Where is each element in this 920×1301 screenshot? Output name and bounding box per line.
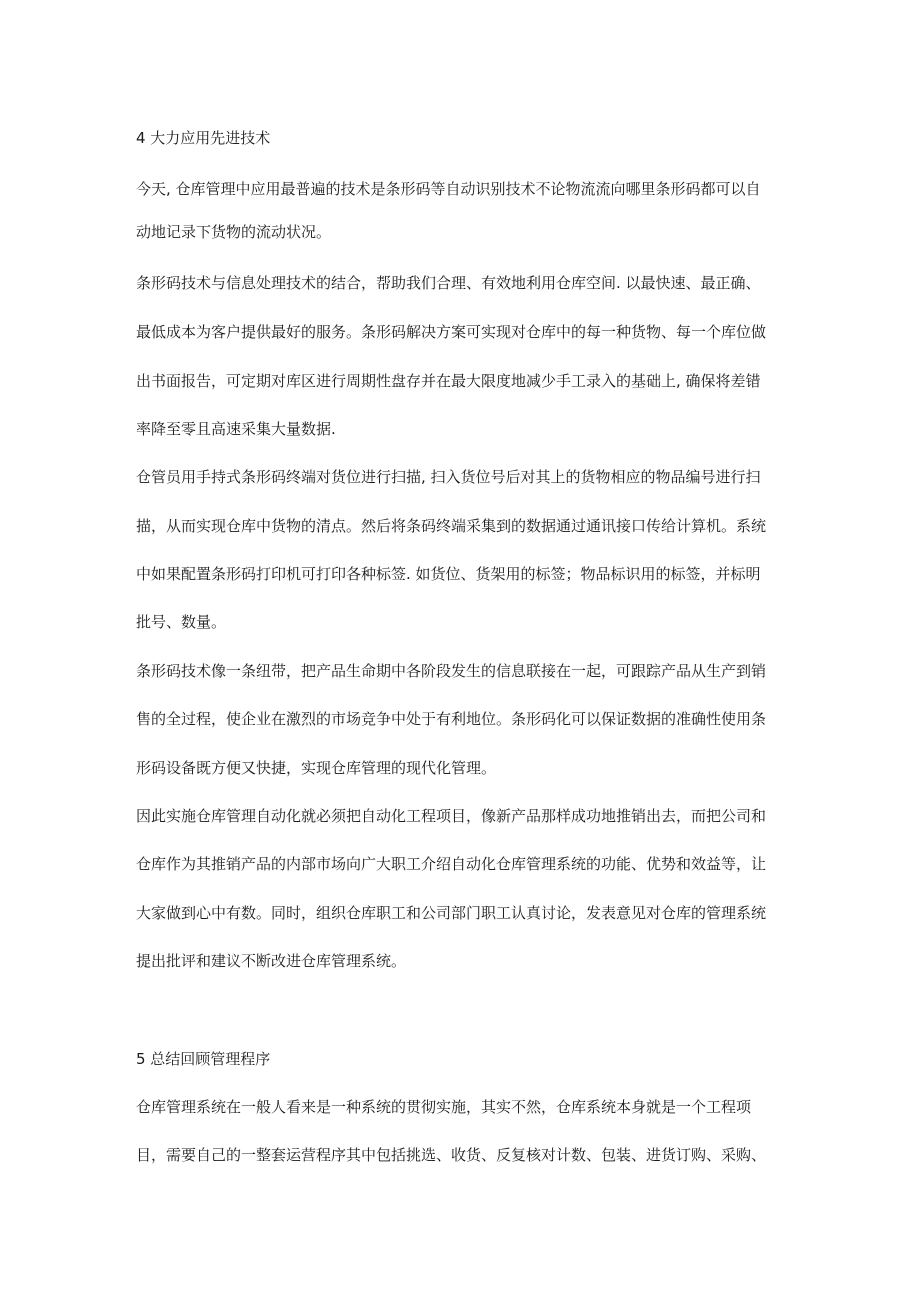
s4-p4-line-1: 条形码技术像一条纽带，把产品生命期中各阶段发生的信息联接在一起，可跟踪产品从生产到销 [136, 662, 767, 680]
s4-p4-line-3: 形码设备既方便又快捷，实现仓库管理的现代化管理。 [136, 759, 497, 777]
section-5-heading: 5 总结回顾管理程序 [136, 1050, 271, 1068]
s4-p3-line-3: 中如果配置条形码打印机可打印各种标签. 如货位、货架用的标签；物品标识用的标签，并标明 [136, 565, 761, 583]
s4-p3-line-1: 仓管员用手持式条形码终端对货位进行扫描, 扫入货位号后对其上的货物相应的物品编号进行扫 [136, 468, 761, 486]
s4-p2-line-4: 率降至零且高速采集大量数据. [136, 420, 336, 438]
s4-p2-line-3: 出书面报告，可定期对库区进行周期性盘存并在最大限度地减少手工录入的基础上, 确保将差错 [136, 372, 761, 390]
s5-p1-line-2: 目，需要自己的一整套运营程序其中包括挑选、收货、反复核对计数、包装、进货订购、采购、 [136, 1146, 767, 1164]
s4-p3-line-2: 描，从而实现仓库中货物的清点。然后将条码终端采集到的数据通过通讯接口传给计算机。系统 [136, 517, 767, 535]
s4-p3-line-4: 批号、数量。 [136, 613, 227, 631]
s4-p2-line-2: 最低成本为客户提供最好的服务。条形码解决方案可实现对仓库中的每一种货物、每一个库位做 [136, 323, 767, 341]
s5-p1-line-1: 仓库管理系统在一般人看来是一种系统的贯彻实施，其实不然，仓库系统本身就是一个工程项 [136, 1098, 752, 1116]
s4-p5-line-1: 因此实施仓库管理自动化就必须把自动化工程项目，像新产品那样成功地推销出去，而把公司和 [136, 807, 767, 825]
s4-p5-line-4: 提出批评和建议不断改进仓库管理系统。 [136, 952, 407, 970]
s4-p1-line-2: 动地记录下货物的流动状况。 [136, 223, 332, 241]
s4-p5-line-3: 大家做到心中有数。同时，组织仓库职工和公司部门职工认真讨论，发表意见对仓库的管理系统 [136, 904, 767, 922]
section-4-heading: 4 大力应用先进技术 [136, 129, 271, 147]
s4-p1-line-1: 今天, 仓库管理中应用最普遍的技术是条形码等自动识别技术不论物流流向哪里条形码都可以自 [136, 180, 761, 198]
s4-p2-line-1: 条形码技术与信息处理技术的结合，帮助我们合理、有效地利用仓库空间. 以最快速、最正确、 [136, 274, 761, 292]
s4-p5-line-2: 仓库作为其推销产品的内部市场向广大职工介绍自动化仓库管理系统的功能、优势和效益等，让 [136, 855, 767, 873]
s4-p4-line-2: 售的全过程，使企业在激烈的市场竞争中处于有利地位。条形码化可以保证数据的准确性使用条 [136, 710, 767, 728]
